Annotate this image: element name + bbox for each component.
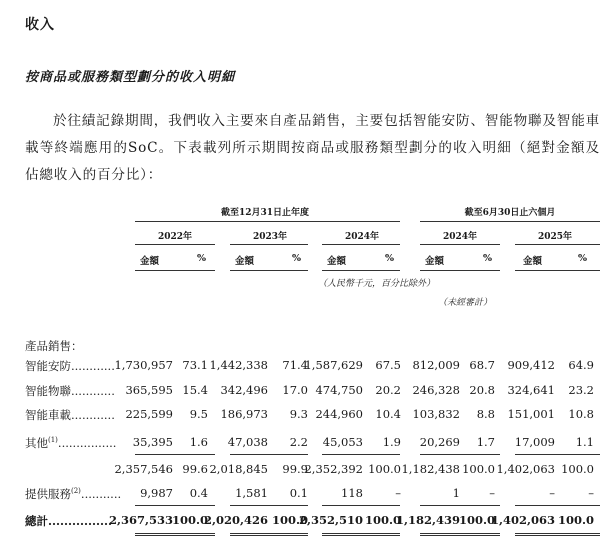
rule-subtotal xyxy=(230,454,308,455)
cell: 118 xyxy=(341,486,363,500)
col-amount: 金額 xyxy=(327,256,347,267)
table-row xyxy=(0,407,608,423)
rule-year xyxy=(515,244,600,245)
cell: 10.4 xyxy=(375,407,401,421)
year-header: 2023年 xyxy=(252,232,288,242)
rule-total xyxy=(515,505,600,506)
row-label: 智能車載............ xyxy=(25,408,115,422)
col-amount: 金額 xyxy=(140,256,160,267)
rule-total xyxy=(135,505,215,506)
cell: 1,442,338 xyxy=(209,358,268,372)
col-percent: % xyxy=(197,253,207,264)
cell: 20,269 xyxy=(419,435,460,449)
rule-col xyxy=(420,270,500,271)
unaudited-note: （未經審計） xyxy=(438,298,493,308)
table-row-total xyxy=(0,513,608,529)
rule-double xyxy=(420,533,500,536)
subsection-title: 按商品或服務類型劃分的收入明細 xyxy=(25,70,236,85)
rule-total xyxy=(420,505,500,506)
rule-subtotal xyxy=(420,454,500,455)
rule-double xyxy=(322,533,400,536)
col-percent: % xyxy=(292,253,302,264)
cell: 1,402,063 xyxy=(496,462,555,476)
cell: 1 xyxy=(452,486,460,500)
cell: – xyxy=(588,486,594,500)
table-row xyxy=(0,435,608,451)
cell: 1,402,063 xyxy=(490,513,555,527)
cell: 2,357,546 xyxy=(114,462,173,476)
year-header: 2022年 xyxy=(157,232,193,242)
cell: 100.0 xyxy=(561,462,594,476)
unit-note: （人民幣千元，百分比除外） xyxy=(318,279,436,289)
cell: 2.2 xyxy=(289,435,308,449)
cell: 9.3 xyxy=(289,407,308,421)
rule-interim xyxy=(420,221,600,222)
cell: 64.9 xyxy=(568,358,594,372)
cell: 10.8 xyxy=(568,407,594,421)
col-percent: % xyxy=(578,253,588,264)
rule-total xyxy=(322,505,400,506)
cell: 225,599 xyxy=(125,407,173,421)
cell: 67.5 xyxy=(375,358,401,372)
cell: 342,496 xyxy=(220,383,268,397)
cell: 100.0 xyxy=(171,513,208,527)
cell: 100.0 xyxy=(557,513,594,527)
cell: – xyxy=(549,486,555,500)
cell: 9.5 xyxy=(189,407,208,421)
cell: 68.7 xyxy=(469,358,495,372)
cell: 15.4 xyxy=(182,383,208,397)
year-header: 2024年 xyxy=(442,232,478,242)
rule-double xyxy=(230,533,308,536)
cell: 186,973 xyxy=(220,407,268,421)
table-row xyxy=(0,383,608,399)
cell: 244,960 xyxy=(315,407,363,421)
row-label: 提供服務$^{(2)}$........... xyxy=(25,487,122,501)
cell: 246,328 xyxy=(412,383,460,397)
rule-year xyxy=(230,244,308,245)
rule-col xyxy=(322,270,400,271)
col-amount: 金額 xyxy=(235,256,255,267)
cell: 100.0 xyxy=(364,513,401,527)
rule-year xyxy=(420,244,500,245)
cell: 73.1 xyxy=(182,358,208,372)
cell: 99.6 xyxy=(182,462,208,476)
col-amount: 金額 xyxy=(523,256,543,267)
cell: 100.0 xyxy=(271,513,308,527)
cell: 100.0 xyxy=(368,462,401,476)
cell: 1,587,629 xyxy=(304,358,363,372)
col-amount: 金額 xyxy=(425,256,445,267)
col-percent: % xyxy=(385,253,395,264)
cell: 100.0 xyxy=(462,462,495,476)
cell: 20.8 xyxy=(469,383,495,397)
cell: 1.6 xyxy=(189,435,208,449)
rule-subtotal xyxy=(322,454,400,455)
cell: 2,352,510 xyxy=(298,513,363,527)
year-header: 2024年 xyxy=(344,232,380,242)
cell: 1,182,439 xyxy=(395,513,460,527)
intro-paragraph-text: 於往績記錄期間，我們收入主要來自產品銷售，主要包括智能安防、智能物聯及智能車載等終端應用的SoC。下表載列所示期間按商品或服務類型劃分的收入明細（絕對金額及佔總收入的百分比）： xyxy=(25,113,600,183)
cell: 17.0 xyxy=(282,383,308,397)
cell: 2,018,845 xyxy=(209,462,268,476)
rule-annual xyxy=(135,221,400,222)
cell: 23.2 xyxy=(568,383,594,397)
cell: 8.8 xyxy=(476,407,495,421)
cell: 35,395 xyxy=(132,435,173,449)
group-label-product-sales: 產品銷售： xyxy=(25,339,83,353)
cell: 0.1 xyxy=(289,486,308,500)
cell: 1.1 xyxy=(575,435,594,449)
cell: 1,730,957 xyxy=(114,358,173,372)
cell: 474,750 xyxy=(315,383,363,397)
rule-double xyxy=(515,533,600,536)
rule-subtotal xyxy=(135,454,215,455)
row-label: 其他$^{(1)}$................ xyxy=(25,436,117,450)
cell: 812,009 xyxy=(412,358,460,372)
cell: 2,352,392 xyxy=(304,462,363,476)
cell: 365,595 xyxy=(125,383,173,397)
cell: 0.4 xyxy=(189,486,208,500)
table-row xyxy=(0,462,608,478)
cell: 909,412 xyxy=(507,358,555,372)
rule-col xyxy=(230,270,308,271)
rule-double xyxy=(135,533,215,536)
cell: 99.9 xyxy=(282,462,308,476)
cell: 20.2 xyxy=(375,383,401,397)
section-title: 收入 xyxy=(25,17,55,33)
cell: 47,038 xyxy=(227,435,268,449)
rule-col xyxy=(515,270,600,271)
cell: 71.4 xyxy=(282,358,308,372)
cell: 45,053 xyxy=(322,435,363,449)
year-header: 2025年 xyxy=(537,232,573,242)
row-label: 總計................ xyxy=(25,514,113,528)
cell: 9,987 xyxy=(140,486,173,500)
rule-year xyxy=(135,244,215,245)
rule-year xyxy=(322,244,400,245)
cell: 17,009 xyxy=(514,435,555,449)
cell: – xyxy=(395,486,401,500)
row-label: 智能物聯............ xyxy=(25,384,115,398)
row-label: 智能安防............ xyxy=(25,359,115,373)
col-percent: % xyxy=(483,253,493,264)
cell: 1.7 xyxy=(476,435,495,449)
table-row xyxy=(0,358,608,374)
cell: 324,641 xyxy=(507,383,555,397)
header-annual: 截至12月31日止年度 xyxy=(220,208,310,218)
rule-subtotal xyxy=(515,454,600,455)
cell: 1,581 xyxy=(235,486,268,500)
cell: 1.9 xyxy=(382,435,401,449)
cell: 1,182,438 xyxy=(401,462,460,476)
rule-col xyxy=(135,270,215,271)
rule-total xyxy=(230,505,308,506)
cell: 2,367,533 xyxy=(108,513,173,527)
table-row xyxy=(0,486,608,502)
cell: – xyxy=(489,486,495,500)
cell: 151,001 xyxy=(507,407,555,421)
cell: 100.0 xyxy=(458,513,495,527)
header-interim: 截至6月30日止六個月 xyxy=(464,208,556,218)
cell: 103,832 xyxy=(412,407,460,421)
cell: 2,020,426 xyxy=(203,513,268,527)
